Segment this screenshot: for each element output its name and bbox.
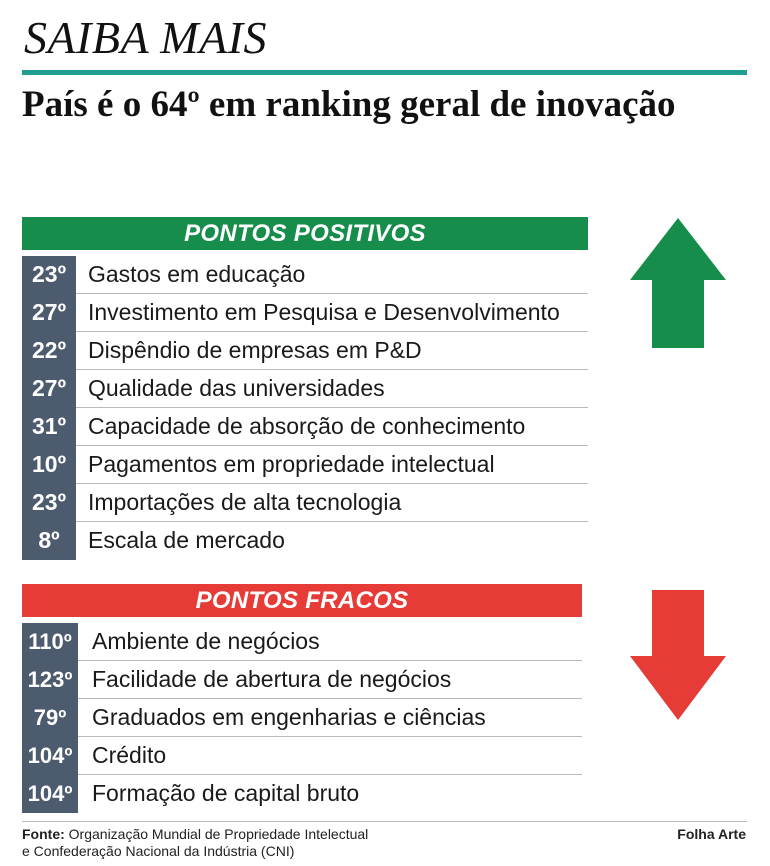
- rank-badge: 27º: [22, 294, 76, 332]
- source-line-1: Organização Mundial de Propriedade Intelectual: [68, 826, 369, 842]
- ranking-label: Investimento em Pesquisa e Desenvolvimento: [88, 299, 560, 325]
- divider-rule: [22, 70, 747, 75]
- rank-badge: 8º: [22, 522, 76, 560]
- ranking-label: Crédito: [92, 742, 167, 768]
- positive-points-list: [22, 256, 588, 559]
- weak-points-header: PONTOS FRACOS: [22, 584, 582, 617]
- rank-badge: 27º: [22, 370, 76, 408]
- source-note: [22, 826, 582, 860]
- ranking-label: Qualidade das universidades: [88, 375, 385, 401]
- positive-points-header: PONTOS POSITIVOS: [22, 217, 588, 250]
- positive-points-section: [22, 217, 588, 559]
- ranking-row: [22, 256, 588, 294]
- ranking-label: Formação de capital bruto: [92, 780, 360, 806]
- ranking-label: Dispêndio de empresas em P&D: [88, 337, 422, 363]
- weak-points-list: [22, 623, 582, 812]
- source-line-2: e Confederação Nacional da Indústria (CNI): [22, 843, 295, 859]
- ranking-row: [22, 699, 582, 737]
- ranking-label: Graduados em engenharias e ciências: [92, 704, 486, 730]
- ranking-row: [22, 446, 588, 484]
- ranking-label: Escala de mercado: [88, 527, 285, 553]
- rank-badge: 79º: [22, 699, 78, 737]
- ranking-row: [22, 522, 588, 559]
- ranking-label: Facilidade de abertura de negócios: [92, 666, 452, 692]
- ranking-row: [22, 484, 588, 522]
- rank-badge: 22º: [22, 332, 76, 370]
- ranking-row: [22, 294, 588, 332]
- ranking-row: [22, 623, 582, 661]
- ranking-label: Pagamentos em propriedade intelectual: [88, 451, 495, 477]
- footer-divider: [22, 821, 747, 822]
- ranking-label: Ambiente de negócios: [92, 628, 320, 654]
- ranking-label: Importações de alta tecnologia: [88, 489, 402, 515]
- rank-badge: 123º: [22, 661, 78, 699]
- ranking-row: [22, 775, 582, 812]
- arrow-down-icon: [630, 590, 726, 720]
- rank-badge: 10º: [22, 446, 76, 484]
- rank-badge: 23º: [22, 484, 76, 522]
- ranking-label: Gastos em educação: [88, 261, 306, 287]
- ranking-row: [22, 661, 582, 699]
- ranking-row: [22, 408, 588, 446]
- rank-badge: 23º: [22, 256, 76, 294]
- ranking-label: Capacidade de absorção de conhecimento: [88, 413, 526, 439]
- rank-badge: 104º: [22, 775, 78, 813]
- ranking-row: [22, 332, 588, 370]
- credit: Folha Arte: [677, 826, 746, 842]
- rank-badge: 110º: [22, 623, 78, 661]
- arrow-up-icon: [630, 218, 726, 348]
- rank-badge: 31º: [22, 408, 76, 446]
- ranking-row: [22, 737, 582, 775]
- kicker-title: SAIBA MAIS: [24, 12, 268, 63]
- headline: País é o 64º em ranking geral de inovação: [22, 84, 676, 125]
- rank-badge: 104º: [22, 737, 78, 775]
- weak-points-section: [22, 584, 582, 812]
- source-label: Fonte:: [22, 826, 65, 842]
- ranking-row: [22, 370, 588, 408]
